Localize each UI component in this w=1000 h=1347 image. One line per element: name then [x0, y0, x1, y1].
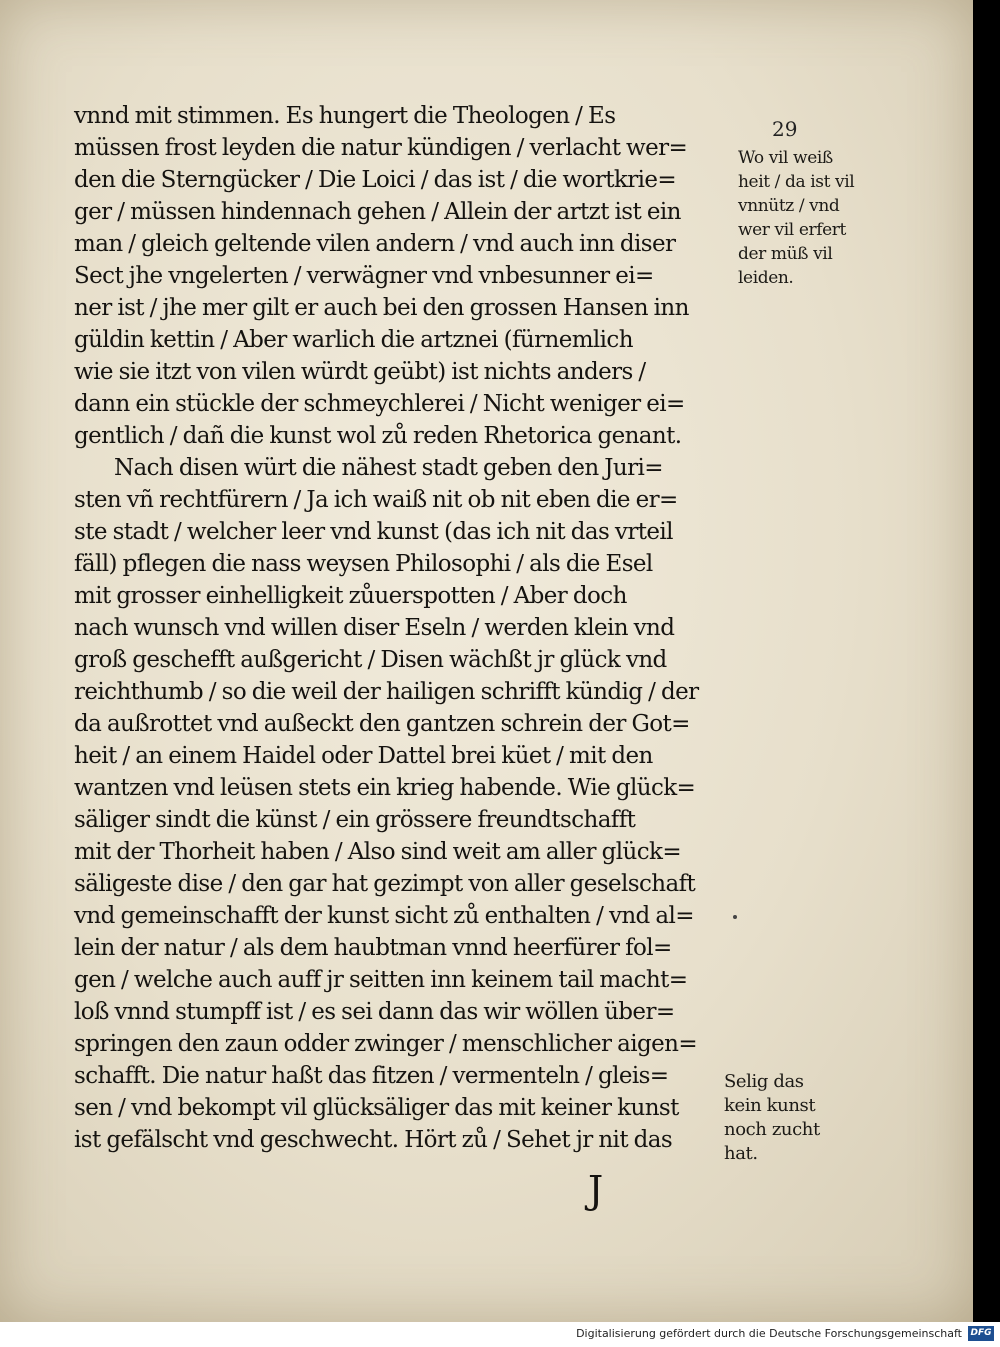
margin-note-line: der müß vil [738, 244, 833, 264]
text-line: heit / an einem Haidel oder Dattel brei küet / mit den [74, 743, 653, 769]
text-line: gentlich / dañ die kunst wol zů reden Rhetorica genant. [74, 423, 682, 449]
margin-note-line: Selig das [724, 1071, 804, 1092]
margin-note-wisdom [738, 146, 854, 290]
text-line: mit grosser einhelligkeit zůuerspotten / Aber doch [74, 583, 627, 609]
text-line: Sect jhe vngelerten / verwägner vnd vnbesunner ei= [74, 263, 654, 289]
text-line: wie sie itzt von vilen würdt geübt) ist nichts anders / [74, 359, 646, 385]
text-line: den die Sterngücker / Die Loici / das ist / die wortkrie= [74, 167, 677, 193]
text-line: gen / welche auch auff jr seitten inn keinem tail macht= [74, 967, 688, 993]
text-line: sten vñ rechtfürern / Ja ich waiß nit ob nit eben die er= [74, 487, 678, 513]
text-line: springen den zaun odder zwinger / menschlicher aigen= [74, 1031, 698, 1057]
text-line: ger / müssen hindennach gehen / Allein der artzt ist ein [74, 199, 681, 225]
margin-note-line: Wo vil weiß [738, 148, 833, 168]
text-line: lein der natur / als dem haubtman vnnd heerfürer fol= [74, 935, 672, 961]
text-line: ist gefälscht vnd geschwecht. Hört zů / Sehet jr nit das [74, 1127, 673, 1153]
text-line: fäll) pflegen die nass weysen Philosophi / als die Esel [74, 551, 653, 577]
text-line: nach wunsch vnd willen diser Eseln / werden klein vnd [74, 615, 675, 641]
margin-note-blessed [724, 1070, 820, 1166]
margin-note-line: vnnütz / vnd [738, 196, 840, 216]
dfg-logo-icon: DFG [968, 1326, 994, 1341]
margin-note-line: wer vil erfert [738, 220, 846, 240]
margin-note-line: leiden. [738, 268, 794, 288]
text-line: ner ist / jhe mer gilt er auch bei den grossen Hansen inn [74, 295, 689, 321]
text-line: loß vnnd stumpff ist / es sei dann das wir wöllen über= [74, 999, 675, 1025]
scan-background [973, 0, 1000, 1322]
text-line: vnnd mit stimmen. Es hungert die Theologen / Es [74, 103, 616, 129]
text-line: dann ein stückle der schmeychlerei / Nicht weniger ei= [74, 391, 685, 417]
funding-credit: Digitalisierung gefördert durch die Deutsche Forschungsgemeinschaft [576, 1327, 962, 1340]
text-line: wantzen vnd leüsen stets ein krieg habende. Wie glück= [74, 775, 696, 801]
margin-note-line: noch zucht [724, 1119, 820, 1140]
text-line: säliger sindt die künst / ein grössere freundtschafft [74, 807, 636, 833]
text-line: müssen frost leyden die natur kündigen / verlacht wer= [74, 135, 688, 161]
text-line: groß geschefft außgericht / Disen wächßt jr glück vnd [74, 647, 667, 673]
text-line: da außrottet vnd außeckt den gantzen schrein der Got= [74, 711, 690, 737]
catchword: J [588, 1168, 604, 1212]
main-text-block [74, 100, 742, 1156]
text-line: reichthumb / so die weil der hailigen schrifft kündig / der [74, 679, 699, 705]
page-number: 29 [772, 117, 798, 141]
margin-note-line: hat. [724, 1143, 758, 1164]
margin-note-line: kein kunst [724, 1095, 816, 1116]
margin-note-line: heit / da ist vil [738, 172, 855, 192]
text-line: schafft. Die natur haßt das fitzen / vermenteln / gleis= [74, 1063, 669, 1089]
ink-dot [733, 915, 737, 919]
text-line: vnd gemeinschafft der kunst sicht zů enthalten / vnd al= [74, 903, 694, 929]
text-line: güldin kettin / Aber warlich die artznei (fürnemlich [74, 327, 633, 353]
footer-bar [0, 1322, 1000, 1347]
text-line-paragraph-start: Nach disen würt die nähest stadt geben den Juri= [114, 455, 663, 481]
text-line: sen / vnd bekompt vil glücksäliger das mit keiner kunst [74, 1095, 679, 1121]
text-line: mit der Thorheit haben / Also sind weit am aller glück= [74, 839, 682, 865]
text-line: ste stadt / welcher leer vnd kunst (das ich nit das vrteil [74, 519, 673, 545]
text-line: säligeste dise / den gar hat gezimpt von aller geselschaft [74, 871, 696, 897]
text-line: man / gleich geltende vilen andern / vnd auch inn diser [74, 231, 676, 257]
